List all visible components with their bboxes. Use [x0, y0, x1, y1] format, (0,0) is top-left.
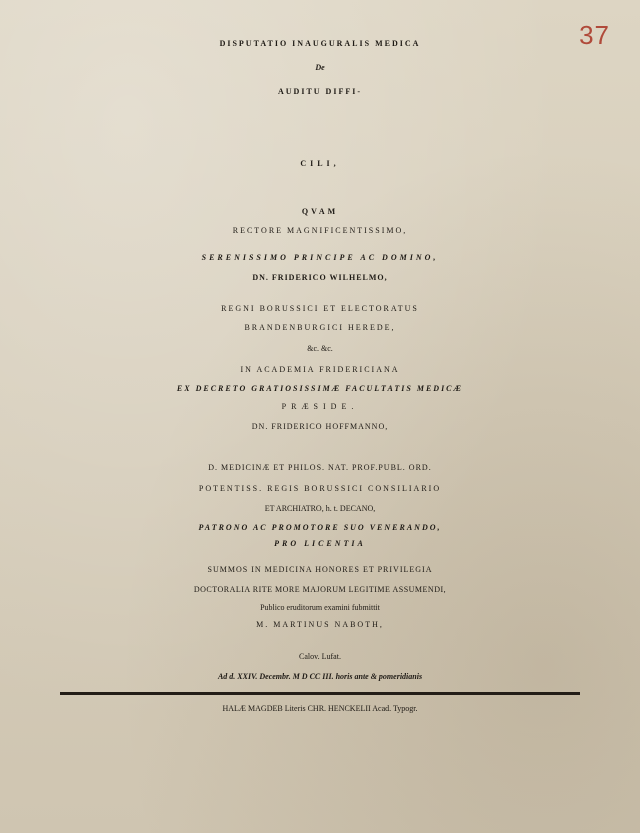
imprint-line: HALÆ MAGDEB Literis CHR. HENCKELII Acad. Typogr. — [222, 704, 418, 713]
academia-line: IN ACADEMIA FRIDERICIANA — [240, 365, 400, 374]
serenissimo-line: SERENISSIMO PRINCIPE AC DOMINO, — [201, 253, 439, 262]
title-preposition: De — [315, 63, 325, 72]
praeside-line: PRÆSIDE. — [281, 402, 359, 411]
qvam-line: QVAM — [301, 207, 339, 216]
praeses-name: DN. FRIDERICO HOFFMANNO, — [251, 422, 389, 431]
dissertation-heading: DISPUTATIO INAUGURALIS MEDICA — [219, 39, 421, 48]
prince-name: DN. FRIDERICO WILHELMO, — [252, 273, 388, 282]
regni-line: REGNI BORUSSICI ET ELECTORATUS — [221, 304, 419, 313]
doctoralia-line: DOCTORALIA RITE MORE MAJORUM LEGITIME ASSUMENDI, — [193, 585, 447, 594]
publico-line: Publico eruditorum examini fubmittit — [260, 603, 380, 612]
author-name: M. MARTINUS NABOTH, — [256, 620, 384, 629]
praeses-titles: D. MEDICINÆ ET PHILOS. NAT. PROF.PUBL. ORD. — [208, 463, 432, 472]
summos-line: SUMMOS IN MEDICINA HONORES ET PRIVILEGIA — [207, 565, 433, 574]
etc-line: &c. &c. — [307, 344, 333, 353]
divider-rule — [60, 692, 580, 695]
brandenburgici-line: BRANDENBURGICI HEREDE, — [244, 323, 396, 332]
page-number: 37 — [579, 20, 610, 50]
patrono-line: PATRONO AC PROMOTORE SUO VENERANDO, — [198, 523, 442, 532]
decreto-line: EX DECRETO GRATIOSISSIMÆ FACULTATIS MEDICÆ — [176, 384, 464, 393]
title-line-2: CILI, — [300, 159, 340, 168]
potentiss-line: POTENTISS. REGIS BORUSSICI CONSILIARIO — [198, 484, 442, 493]
date-line: Ad d. XXIV. Decembr. M D CC III. horis ante & pomeridianis — [217, 672, 423, 681]
pro-licentia-line: PRO LICENTIA — [274, 539, 366, 548]
title-line-1: AUDITU DIFFI- — [278, 87, 362, 96]
author-origin: Calov. Lufat. — [299, 652, 341, 661]
archiatro-line: ET ARCHIATRO, h. t. DECANO, — [264, 504, 376, 513]
rector-line: RECTORE MAGNIFICENTISSIMO, — [232, 226, 408, 235]
